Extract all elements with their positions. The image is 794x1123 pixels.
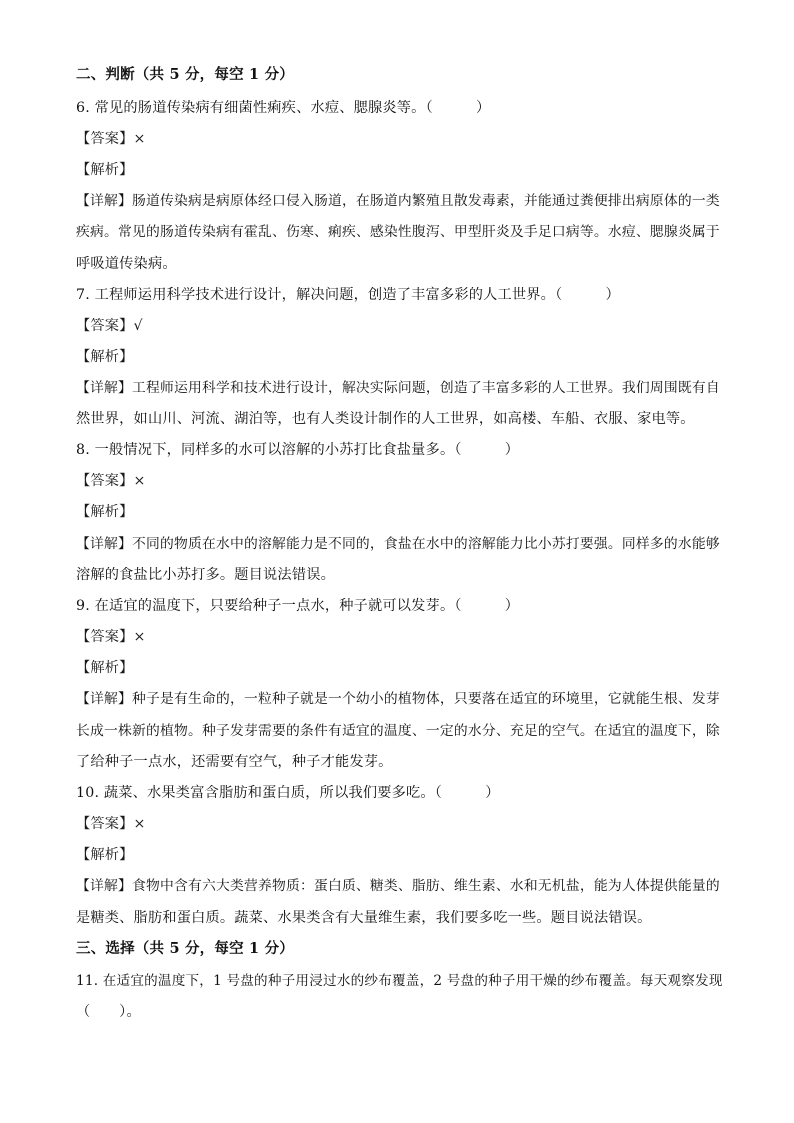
analysis-label-7: 【解析】 <box>76 349 134 365</box>
detail-9-line-2: 长成一株新的植物。种子发芽需要的条件有适宜的温度、一定的水分、充足的空气。在适宜的温度下，除 <box>76 723 720 739</box>
answer-10: 【答案】× <box>76 816 146 832</box>
answer-6: 【答案】× <box>76 131 146 147</box>
question-9: 9. 在适宜的温度下，只要给种子一点水，种子就可以发芽。（ ） <box>76 598 520 614</box>
analysis-label-8: 【解析】 <box>76 504 134 520</box>
question-7: 7. 工程师运用科学技术进行设计，解决问题，创造了丰富多彩的人工世界。（ ） <box>76 287 620 303</box>
detail-8-line-1: 【详解】不同的物质在水中的溶解能力是不同的，食盐在水中的溶解能力比小苏打要强。同样多的水能够 <box>76 536 720 552</box>
question-10: 10. 蔬菜、水果类富含脂肪和蛋白质，所以我们要多吃。（ ） <box>76 785 500 801</box>
detail-6-line-1: 【详解】肠道传染病是病原体经口侵入肠道，在肠道内繁殖且散发毒素，并能通过粪便排出病原体的一类 <box>76 193 720 209</box>
question-11-line-2: （ ）。 <box>76 1004 141 1020</box>
detail-10-line-2: 是糖类、脂肪和蛋白质。蔬菜、水果类含有大量维生素，我们要多吃一些。题目说法错误。 <box>76 910 652 926</box>
question-11-line-1: 11. 在适宜的温度下，1 号盘的种子用浸过水的纱布覆盖，2 号盘的种子用干燥的纱布覆盖。每天观察发现 <box>76 973 723 989</box>
detail-9-line-3: 了给种子一点水，还需要有空气，种子才能发芽。 <box>76 754 393 770</box>
detail-7-line-2: 然世界，如山川、河流、湖泊等，也有人类设计制作的人工世界，如高楼、车船、衣服、家电等。 <box>76 411 695 427</box>
question-8: 8. 一般情况下，同样多的水可以溶解的小苏打比食盐量多。（ ） <box>76 442 520 458</box>
analysis-label-10: 【解析】 <box>76 847 134 863</box>
detail-7-line-1: 【详解】工程师运用科学和技术进行设计，解决实际问题，创造了丰富多彩的人工世界。我们周围既有自 <box>76 380 720 396</box>
detail-10-line-1: 【详解】食物中含有六大类营养物质：蛋白质、糖类、脂肪、维生素、水和无机盐，能为人体提供能量的 <box>76 878 720 894</box>
answer-7: 【答案】√ <box>76 318 143 334</box>
question-6: 6. 常见的肠道传染病有细菌性痢疾、水痘、腮腺炎等。（ ） <box>76 100 491 116</box>
detail-6-line-2: 疾病。常见的肠道传染病有霍乱、伤寒、痢疾、感染性腹泻、甲型肝炎及手足口病等。水痘、腮腺炎属于 <box>76 224 720 240</box>
detail-8-line-2: 溶解的食盐比小苏打多。题目说法错误。 <box>76 567 335 583</box>
detail-9-line-1: 【详解】种子是有生命的，一粒种子就是一个幼小的植物体，只要落在适宜的环境里，它就能生根、发芽 <box>76 691 720 707</box>
answer-9: 【答案】× <box>76 629 146 645</box>
analysis-label-9: 【解析】 <box>76 660 134 676</box>
analysis-label-6: 【解析】 <box>76 162 134 178</box>
section-heading-choice: 三、选择（共 5 分，每空 1 分） <box>76 940 294 957</box>
section-heading-judgement: 二、判断（共 5 分，每空 1 分） <box>76 66 294 83</box>
answer-8: 【答案】× <box>76 473 146 489</box>
detail-6-line-3: 呼吸道传染病。 <box>76 256 177 272</box>
